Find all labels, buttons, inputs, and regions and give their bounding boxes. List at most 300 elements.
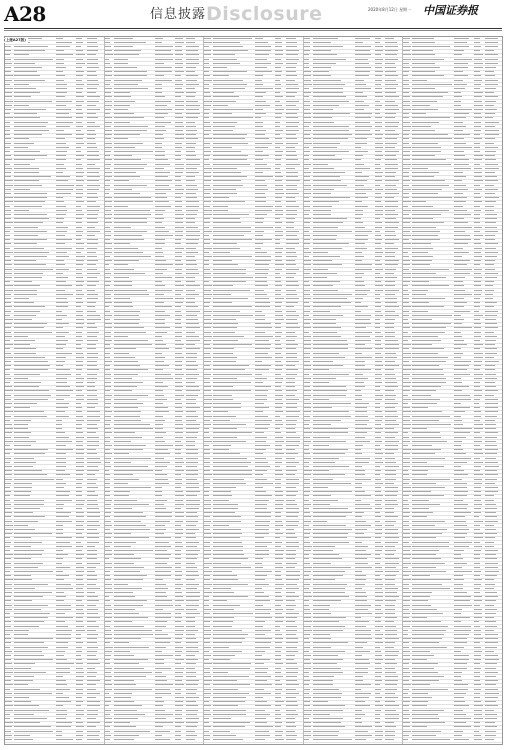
table-cell-text [474,71,480,72]
table-cell-text [114,222,147,223]
table-cell-text [375,655,383,656]
table-cell-text [14,113,37,114]
table-cell-text [175,159,181,160]
table-cell-text [56,462,66,463]
table-cell-text [204,248,212,249]
table-cell-text [275,470,282,471]
table-cell-text [286,298,299,299]
table-cell-text [114,243,131,244]
table-cell-text [5,462,10,463]
table-cell-text [186,651,198,652]
table-cell-text [76,491,82,492]
table-cell-text [14,201,45,202]
table-cell-text [454,659,469,660]
table-cell-text [155,512,171,513]
table-cell-text [204,731,209,732]
table-cell-text [454,416,460,417]
table-cell-text [485,214,497,215]
table-cell-text [105,315,112,316]
table-cell-text [5,500,10,501]
table-cell-text [313,227,338,228]
table-cell-text [87,71,97,72]
table-cell-text [304,214,309,215]
table-cell-text [105,117,112,118]
table-cell-text [204,290,211,291]
table-cell-text [14,248,44,249]
table-cell-text [412,508,429,509]
table-cell-text [485,542,494,543]
table-cell-text [5,542,11,543]
table-cell-text [485,281,494,282]
table-cell-text [255,638,272,639]
table-cell-text [474,227,482,228]
table-cell-text [403,256,409,257]
table-cell-text [114,67,137,68]
table-cell-text [375,311,381,312]
table-cell-text [275,672,281,673]
table-cell-text [385,575,395,576]
table-cell-text [474,130,481,131]
table-cell-text [14,718,47,719]
table-cell-text [186,479,197,480]
table-cell-text [474,521,483,522]
table-cell-text [474,256,482,257]
table-cell-text [454,109,472,110]
table-cell-text [403,525,409,526]
table-cell-text [114,105,131,106]
table-cell-text [14,705,39,706]
table-cell-text [56,365,64,366]
table-cell-text [204,592,211,593]
table-cell-text [14,180,39,181]
table-cell-text [204,105,211,106]
table-cell-text [454,558,463,559]
table-cell-text [412,332,444,333]
table-cell-text [355,701,366,702]
table-cell-text [186,243,198,244]
table-cell-text [403,378,409,379]
table-cell-text [385,159,397,160]
table-cell-text [14,256,47,257]
table-cell-text [454,277,465,278]
table-cell-text [454,462,467,463]
table-cell-text [375,474,381,475]
table-cell-text [255,739,265,740]
table-cell-text [186,697,198,698]
table-cell-text [474,525,480,526]
table-cell-text [204,647,211,648]
table-cell-text [155,378,173,379]
table-cell-text [175,563,181,564]
table-cell-text [105,277,110,278]
table-cell-text [485,80,498,81]
table-cell-text [56,185,74,186]
table-cell-text [304,344,311,345]
table-cell-text [375,319,381,320]
table-cell-text [275,315,283,316]
table-cell-text [412,558,440,559]
table-cell-text [286,311,297,312]
table-cell-text [403,227,411,228]
table-cell-text [186,340,200,341]
table-cell-text [255,130,266,131]
table-cell-text [403,676,410,677]
table-cell-text [5,214,11,215]
table-cell-text [76,319,84,320]
table-cell-text [105,512,112,513]
table-cell-text [105,449,110,450]
table-cell-text [286,567,296,568]
table-cell-text [355,264,372,265]
table-cell-text [454,281,463,282]
table-cell-text [56,596,66,597]
table-cell-text [114,50,142,51]
table-cell-text [175,584,182,585]
table-cell-text [14,420,31,421]
table-cell-text [412,348,444,349]
table-cell-text [412,634,443,635]
table-cell-text [175,38,182,39]
table-cell-text [275,80,280,81]
table-cell-text [5,306,12,307]
table-cell-text [275,563,282,564]
table-cell-text [76,185,84,186]
table-cell-text [403,613,409,614]
table-cell-text [114,596,135,597]
table-cell-text [313,474,345,475]
table-cell-text [76,315,84,316]
table-cell-text [5,172,11,173]
table-cell-text [114,546,131,547]
table-cell-text [87,269,97,270]
table-cell-text [76,134,84,135]
table-cell-text [403,500,408,501]
table-cell-text [474,571,481,572]
table-cell-text [275,663,283,664]
table-cell-text [87,38,98,39]
table-column [303,36,403,744]
table-cell-text [5,621,11,622]
table-cell-text [355,512,364,513]
table-cell-text [355,693,371,694]
table-cell-text [454,126,465,127]
table-cell-text [155,248,162,249]
table-cell-text [5,416,11,417]
table-cell-text [412,42,434,43]
table-cell-text [105,420,111,421]
table-cell-text [87,428,99,429]
table-cell-text [412,285,448,286]
table-cell-text [403,269,408,270]
table-cell-text [155,361,164,362]
table-cell-text [87,411,101,412]
table-cell-text [412,613,443,614]
table-cell-text [375,155,384,156]
table-cell-text [204,567,209,568]
table-cell-text [255,613,270,614]
table-cell-text [355,458,371,459]
table-cell-text [286,617,297,618]
table-cell-text [255,584,269,585]
table-cell-text [14,206,42,207]
table-cell-text [204,651,209,652]
table-cell-text [14,357,45,358]
table-cell-text [304,92,311,93]
table-cell-text [56,357,66,358]
table-cell-text [105,684,113,685]
table-cell-text [275,701,284,702]
table-cell-text [304,428,311,429]
table-cell-text [5,197,13,198]
table-cell-text [403,437,409,438]
table-cell-text [286,143,299,144]
table-cell-text [304,516,312,517]
table-cell-text [275,512,281,513]
table-cell-text [213,327,237,328]
table-cell-text [313,159,343,160]
table-cell-text [485,138,495,139]
table-cell-text [412,369,443,370]
table-cell-text [186,126,195,127]
table-cell-text [375,718,381,719]
table-cell-text [186,185,197,186]
table-cell-text [454,395,470,396]
table-cell-text [412,617,426,618]
table-cell-text [5,180,13,181]
table-cell-text [186,54,199,55]
table-cell-text [76,697,82,698]
table-cell-text [14,332,53,333]
table-cell-text [204,441,212,442]
table-cell-text [87,495,98,496]
table-cell-text [255,256,271,257]
table-cell-text [213,302,232,303]
table-cell-text [304,46,310,47]
table-cell-text [255,42,268,43]
table-cell-text [286,693,299,694]
table-cell-text [175,630,184,631]
table-cell-text [5,54,10,55]
table-cell-text [454,92,461,93]
table-cell-text [454,495,467,496]
table-cell-text [286,508,300,509]
table-cell-text [76,701,83,702]
table-cell-text [204,281,209,282]
table-cell-text [186,248,196,249]
table-cell-text [286,550,296,551]
table-cell-text [474,676,480,677]
table-cell-text [87,680,100,681]
table-cell-text [485,168,499,169]
table-cell-text [375,189,384,190]
table-cell-text [175,651,182,652]
table-cell-text [255,252,267,253]
table-cell-text [87,579,98,580]
table-cell-text [474,122,481,123]
table-cell-text [304,689,310,690]
table-cell-text [105,189,110,190]
table-cell-text [286,353,298,354]
table-cell-text [286,210,298,211]
table-cell-text [474,470,480,471]
table-cell-text [186,159,200,160]
table-cell-text [105,647,113,648]
table-cell-text [385,453,394,454]
table-cell-text [375,281,382,282]
table-cell-text [385,600,396,601]
table-cell-text [87,256,97,257]
table-cell-text [105,122,112,123]
table-cell-text [485,550,498,551]
table-cell-text [255,714,270,715]
table-cell-text [304,495,309,496]
table-cell-text [155,558,168,559]
table-cell-text [255,222,263,223]
table-cell-text [275,218,281,219]
table-cell-text [355,735,372,736]
table-cell-text [313,269,328,270]
table-cell-text [175,109,184,110]
table-cell-text [255,634,265,635]
table-cell-text [155,479,167,480]
table-cell-text [313,680,333,681]
table-cell-text [275,143,283,144]
table-cell-text [485,315,497,316]
table-cell-text [14,285,40,286]
table-cell-text [275,319,284,320]
table-cell-text [56,655,64,656]
table-cell-text [412,390,435,391]
table-cell-text [204,542,209,543]
table-cell-text [105,500,112,501]
table-cell-text [403,642,408,643]
table-cell-text [474,327,481,328]
table-cell-text [286,437,300,438]
table-cell-text [114,260,139,261]
table-cell-text [56,138,66,139]
table-cell-text [403,508,409,509]
table-cell-text [375,353,382,354]
table-cell-text [87,516,100,517]
table-cell-text [255,550,269,551]
table-cell-text [5,222,13,223]
table-cell-text [155,638,170,639]
table-cell-text [485,277,497,278]
table-cell-text [155,336,162,337]
table-cell-text [213,138,245,139]
table-cell-text [474,357,482,358]
table-cell-text [186,399,196,400]
table-cell-text [255,441,266,442]
table-cell-text [5,319,13,320]
table-cell-text [485,302,497,303]
table-cell-text [14,626,39,627]
table-cell-text [76,147,82,148]
table-cell-text [204,563,211,564]
table-cell-text [255,54,269,55]
table-cell-text [355,227,365,228]
table-cell-text [304,584,310,585]
table-cell-text [186,474,198,475]
table-cell-text [204,638,210,639]
table-cell-text [213,592,233,593]
table-cell-text [87,731,101,732]
table-cell-text [275,634,282,635]
table-cell-text [175,441,181,442]
table-cell-text [355,504,370,505]
table-cell-text [105,554,113,555]
table-cell-text [114,441,132,442]
table-cell-text [454,588,463,589]
section-title-en: Disclosure [206,3,323,25]
table-cell-text [275,508,283,509]
table-cell-text [474,80,482,81]
table-cell-text [186,336,199,337]
table-cell-text [454,516,464,517]
table-cell-text [114,122,131,123]
table-cell-text [213,508,238,509]
table-cell-text [375,722,380,723]
table-cell-text [14,554,42,555]
table-cell-text [412,495,443,496]
table-cell-text [355,575,366,576]
table-cell-text [105,374,111,375]
table-cell-text [186,168,197,169]
table-cell-text [155,185,169,186]
table-cell-text [255,134,265,135]
table-cell-text [385,109,398,110]
table-cell-text [485,147,498,148]
table-cell-text [313,449,348,450]
table-cell-text [87,739,100,740]
table-cell-text [474,504,482,505]
table-cell-text [385,269,396,270]
table-cell-text [304,71,311,72]
table-cell-text [286,542,299,543]
table-column [203,36,303,744]
table-cell-text [76,726,84,727]
table-cell-text [275,260,282,261]
table-cell-text [275,642,282,643]
table-cell-text [385,483,394,484]
table-cell-text [454,458,471,459]
table-cell-text [175,390,182,391]
table-cell-text [485,479,497,480]
table-cell-text [5,647,10,648]
table-cell-text [485,235,495,236]
table-cell-text [87,483,97,484]
table-cell-text [313,260,332,261]
table-cell-text [454,567,462,568]
table-cell-text [485,340,496,341]
table-cell-text [375,663,381,664]
table-cell-text [385,382,397,383]
table-cell-text [454,592,466,593]
table-cell-text [485,134,499,135]
table-cell-text [275,575,281,576]
table-cell-text [114,71,147,72]
table-cell-text [412,294,426,295]
table-cell-text [275,264,284,265]
table-cell-text [286,584,297,585]
table-cell-text [286,525,298,526]
table-cell-text [255,122,263,123]
table-cell-text [87,424,97,425]
table-cell-text [255,298,269,299]
table-cell-text [56,693,63,694]
table-cell-text [56,697,69,698]
table-cell-text [375,462,383,463]
